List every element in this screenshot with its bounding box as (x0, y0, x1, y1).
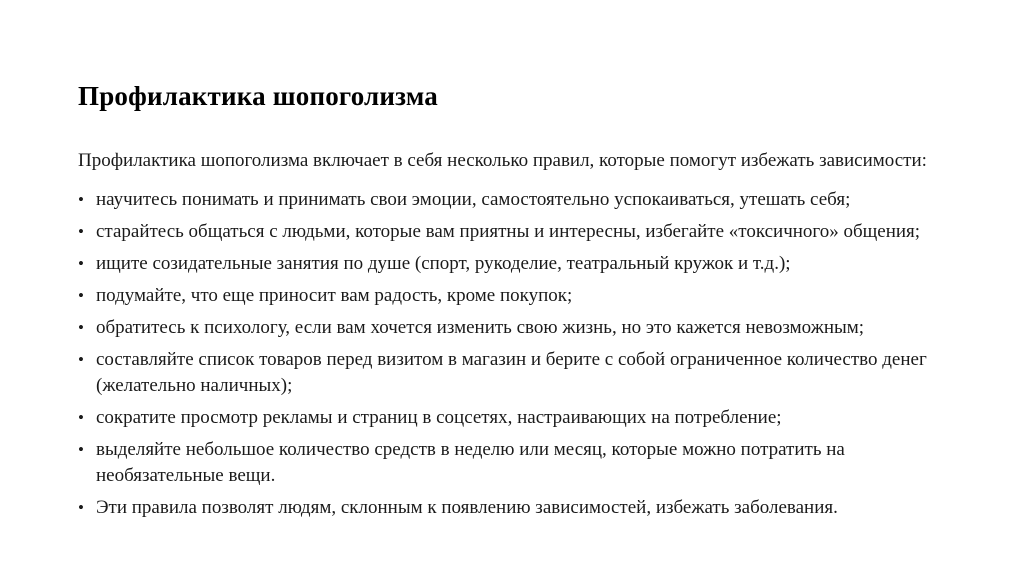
bullet-marker: • (78, 286, 84, 305)
list-item (78, 219, 944, 245)
list-item (78, 315, 944, 341)
bullet-marker: • (78, 190, 84, 209)
bullet-marker: • (78, 498, 84, 517)
bullet-text: составляйте список товаров перед визитом в магазин и берите с собой ограниченное количество денег (желательно наличных); (96, 349, 927, 396)
list-item (78, 283, 944, 309)
bullet-text: выделяйте небольшое количество средств в неделю или месяц, которые можно потратить на необязательные вещи. (96, 439, 845, 486)
bullet-text: подумайте, что еще приносит вам радость, кроме покупок; (96, 285, 573, 306)
bullet-text: обратитесь к психологу, если вам хочется изменить свою жизнь, но это кажется невозможным; (96, 317, 865, 338)
bullet-text: Эти правила позволят людям, склонным к появлению зависимостей, избежать заболевания. (96, 497, 838, 518)
bullet-text: ищите созидательные занятия по душе (спорт, рукоделие, театральный кружок и т.д.); (96, 253, 791, 274)
bullet-marker: • (78, 408, 84, 427)
list-item (78, 251, 944, 277)
list-item (78, 347, 944, 399)
bullet-list (78, 187, 944, 521)
bullet-marker: • (78, 254, 84, 273)
bullet-text: сократите просмотр рекламы и страниц в соцсетях, настраивающих на потребление; (96, 407, 782, 428)
list-item (78, 405, 944, 431)
bullet-marker: • (78, 350, 84, 369)
slide-body (78, 148, 944, 527)
intro-paragraph: Профилактика шопоголизма включает в себя несколько правил, которые помогут избежать зависимости: (78, 150, 927, 171)
bullet-text: научитесь понимать и принимать свои эмоции, самостоятельно успокаиваться, утешать себя; (96, 189, 851, 210)
bullet-marker: • (78, 440, 84, 459)
list-item (78, 187, 944, 213)
bullet-text: старайтесь общаться с людьми, которые вам приятны и интересны, избегайте «токсичного» общения; (96, 221, 921, 242)
bullet-marker: • (78, 222, 84, 241)
bullet-marker: • (78, 318, 84, 337)
list-item (78, 495, 944, 521)
list-item (78, 437, 944, 489)
slide-title: Профилактика шопоголизма (78, 81, 438, 112)
